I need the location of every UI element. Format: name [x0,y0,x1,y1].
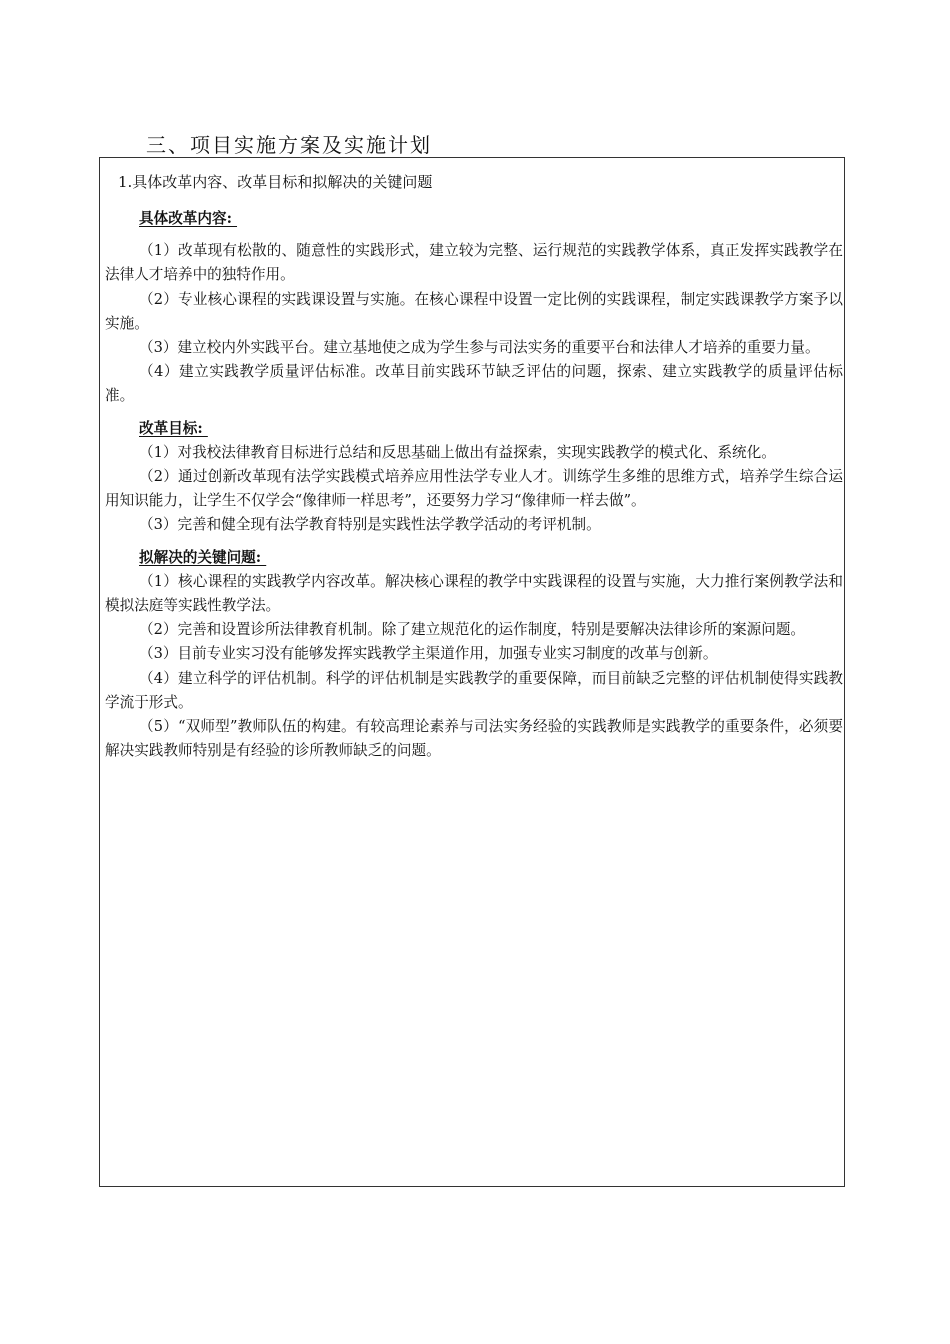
reform-content-item: （2）专业核心课程的实践课设置与实施。在核心课程中设置一定比例的实践课程，制定实践课教学方案予以实施。 [105,290,843,332]
reform-content-heading: 具体改革内容: [139,210,238,227]
key-problem-item: （2）完善和设置诊所法律教育机制。除了建立规范化的运作制度，特别是要解决法律诊所的案源问题。 [139,621,806,639]
reform-goal-item: （3）完善和健全现有法学教育特别是实践性法学教学活动的考评机制。 [139,516,601,534]
spacer [105,538,843,546]
key-problem-item: （4）建立科学的评估机制。科学的评估机制是实践教学的重要保障，而目前缺乏完整的评估机制使得实践教学流于形式。 [105,669,843,711]
key-problem-item: （5）“双师型”教师队伍的构建。有较高理论素养与司法实务经验的实践教师是实践教学的重要条件，必须要解决实践教师特别是有经验的诊所教师缺乏的问题。 [105,718,843,760]
reform-content-item: （3）建立校内外实践平台。建立基地使之成为学生参与司法实务的重要平台和法律人才培养的重要力量。 [139,339,820,357]
body-text [105,207,843,763]
spacer [105,409,843,417]
reform-content-item: （1）改革现有松散的、随意性的实践形式，建立较为完整、运行规范的实践教学体系，真正发挥实践教学在法律人才培养中的独特作用。 [105,242,843,284]
key-problem-item: （1）核心课程的实践教学内容改革。解决核心课程的教学中实践课程的设置与实施，大力推行案例教学法和模拟法庭等实践性教学法。 [105,572,843,615]
reform-goals-heading: 改革目标: [139,419,208,437]
page-heading: 三、项目实施方案及实施计划 [146,133,432,157]
spacer [105,231,843,239]
content-box [99,157,845,1187]
reform-goal-item: （2）通过创新改革现有法学实践模式培养应用性法学专业人才。训练学生多维的思维方式，培养学生综合运用知识能力，让学生不仅学会“像律师一样思考”，还要努力学习“像律师一样去做”。 [105,468,843,510]
reform-goal-item: （1）对我校法律教育目标进行总结和反思基础上做出有益探索，实现实践教学的模式化、系统化。 [139,443,776,461]
key-problems-heading: 拟解决的关键问题: [139,548,267,566]
section-title: 1.具体改革内容、改革目标和拟解决的关键问题 [118,173,433,191]
key-problem-item: （3）目前专业实习没有能够发挥实践教学主渠道作用，加强专业实习制度的改革与创新。 [139,645,718,663]
reform-content-item: （4）建立实践教学质量评估标准。改革目前实践环节缺乏评估的问题，探索、建立实践教学的质量评估标准。 [105,363,843,405]
